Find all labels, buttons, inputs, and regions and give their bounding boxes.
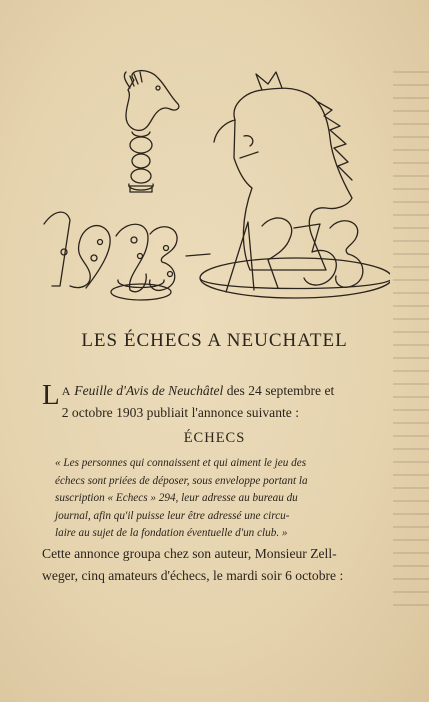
closing-paragraph bbox=[42, 543, 387, 587]
page-title: LES ÉCHECS A NEUCHATEL bbox=[81, 330, 348, 351]
journal-name: Feuille d'Avis de Neuchâtel bbox=[74, 383, 224, 398]
announcement-line: journal, afin qu'il puisse leur être adressé une circu- bbox=[55, 509, 290, 522]
chess-pieces-drawing bbox=[30, 60, 390, 315]
announcement-line: laire au sujet de la fondation éventuelle d'un club. » bbox=[55, 527, 288, 539]
announcement-title: ÉCHECS bbox=[183, 430, 246, 446]
closing-line: weger, cinq amateurs d'échecs, le mardi soir 6 octobre : bbox=[42, 568, 344, 583]
year-numerals-drawing bbox=[44, 212, 363, 292]
announcement-line: échecs sont priées de déposer, sous enveloppe portant la bbox=[55, 474, 308, 487]
anniversary-illustration bbox=[30, 60, 390, 315]
intro-paragraph bbox=[42, 380, 382, 424]
small-caps-text: A bbox=[61, 384, 71, 398]
announcement-line: suscription « Echecs » 294, leur adresse au bureau du bbox=[55, 492, 298, 504]
closing-line: Cette annonce groupa chez son auteur, Monsieur Zell- bbox=[42, 546, 337, 561]
intro-line2: 2 octobre 1903 publiait l'annonce suivante : bbox=[61, 405, 299, 420]
announcement-text bbox=[55, 455, 375, 543]
announcement-line: « Les personnes qui connaissent et qui aiment le jeu des bbox=[55, 457, 307, 469]
intro-line1-rest: des 24 septembre et bbox=[223, 383, 335, 398]
drop-cap: L bbox=[42, 379, 60, 411]
